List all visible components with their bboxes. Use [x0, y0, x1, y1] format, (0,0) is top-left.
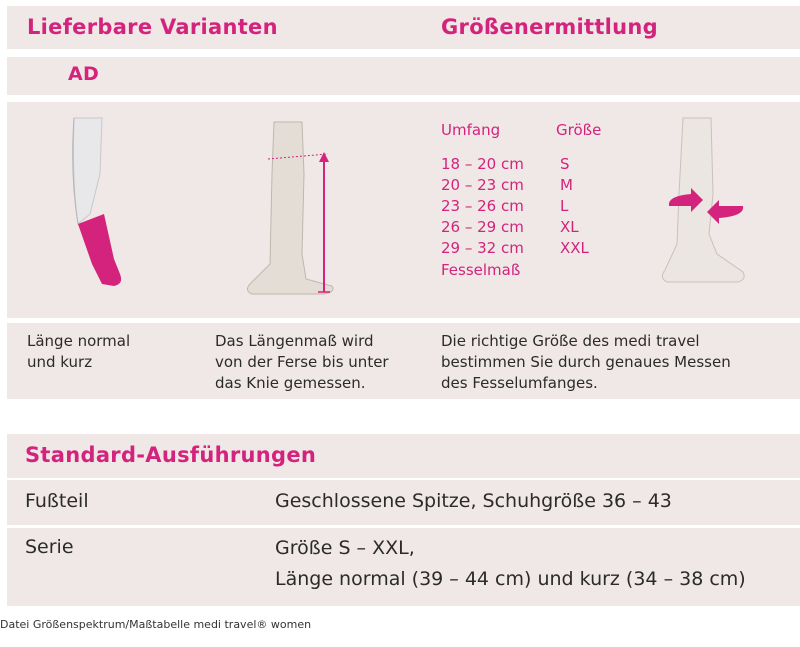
size-value: XL: [560, 218, 579, 236]
length-measure-illustration: [232, 114, 342, 304]
size-value: XXL: [560, 239, 589, 257]
ankle-measure-illustration: [647, 114, 757, 304]
row-value-serie-line1: Größe S – XXL,: [275, 537, 415, 559]
size-range: 29 – 32 cm: [441, 239, 524, 257]
desc-measure-line2: von der Ferse bis unter: [215, 353, 389, 371]
size-value: M: [560, 176, 573, 194]
size-range: 20 – 23 cm: [441, 176, 524, 194]
header-band: [7, 6, 800, 49]
image-caption: Datei Größenspektrum/Maßtabelle medi travel® women: [0, 618, 312, 631]
standard-row: [7, 480, 800, 525]
lieferbare-varianten-title: Lieferbare Varianten: [27, 15, 278, 39]
size-value: S: [560, 155, 570, 173]
desc-length-line2: und kurz: [27, 353, 93, 371]
row-label-serie: Serie: [25, 536, 74, 558]
desc-size-line1: Die richtige Größe des medi travel: [441, 332, 700, 350]
desc-length-line1: Länge normal: [27, 332, 131, 350]
desc-measure-line1: Das Längenmaß wird: [215, 332, 374, 350]
groesse-header: Größe: [556, 121, 602, 139]
standard-row: [7, 528, 800, 606]
desc-size-line3: des Fesselumfanges.: [441, 374, 598, 392]
variant-label: AD: [68, 63, 100, 85]
desc-size-line2: bestimmen Sie durch genaues Messen: [441, 353, 731, 371]
size-value: L: [560, 197, 569, 215]
stocking-leg-illustration: [62, 114, 152, 314]
size-range: 18 – 20 cm: [441, 155, 524, 173]
variant-band: [7, 57, 800, 95]
fesselmass-label: Fesselmaß: [441, 261, 521, 279]
umfang-header: Umfang: [441, 121, 501, 139]
groessenermittlung-title: Größenermittlung: [441, 15, 659, 39]
desc-measure-line3: das Knie gemessen.: [215, 374, 366, 392]
size-range: 26 – 29 cm: [441, 218, 524, 236]
size-range: 23 – 26 cm: [441, 197, 524, 215]
standard-header-band: [7, 434, 800, 478]
row-label-fussteil: Fußteil: [25, 490, 89, 512]
description-band: [7, 323, 800, 399]
row-value-fussteil: Geschlossene Spitze, Schuhgröße 36 – 43: [275, 490, 672, 512]
row-value-serie-line2: Länge normal (39 – 44 cm) und kurz (34 – 38 cm): [275, 568, 746, 590]
illustration-band: [7, 102, 800, 318]
standard-title: Standard-Ausführungen: [25, 443, 317, 467]
